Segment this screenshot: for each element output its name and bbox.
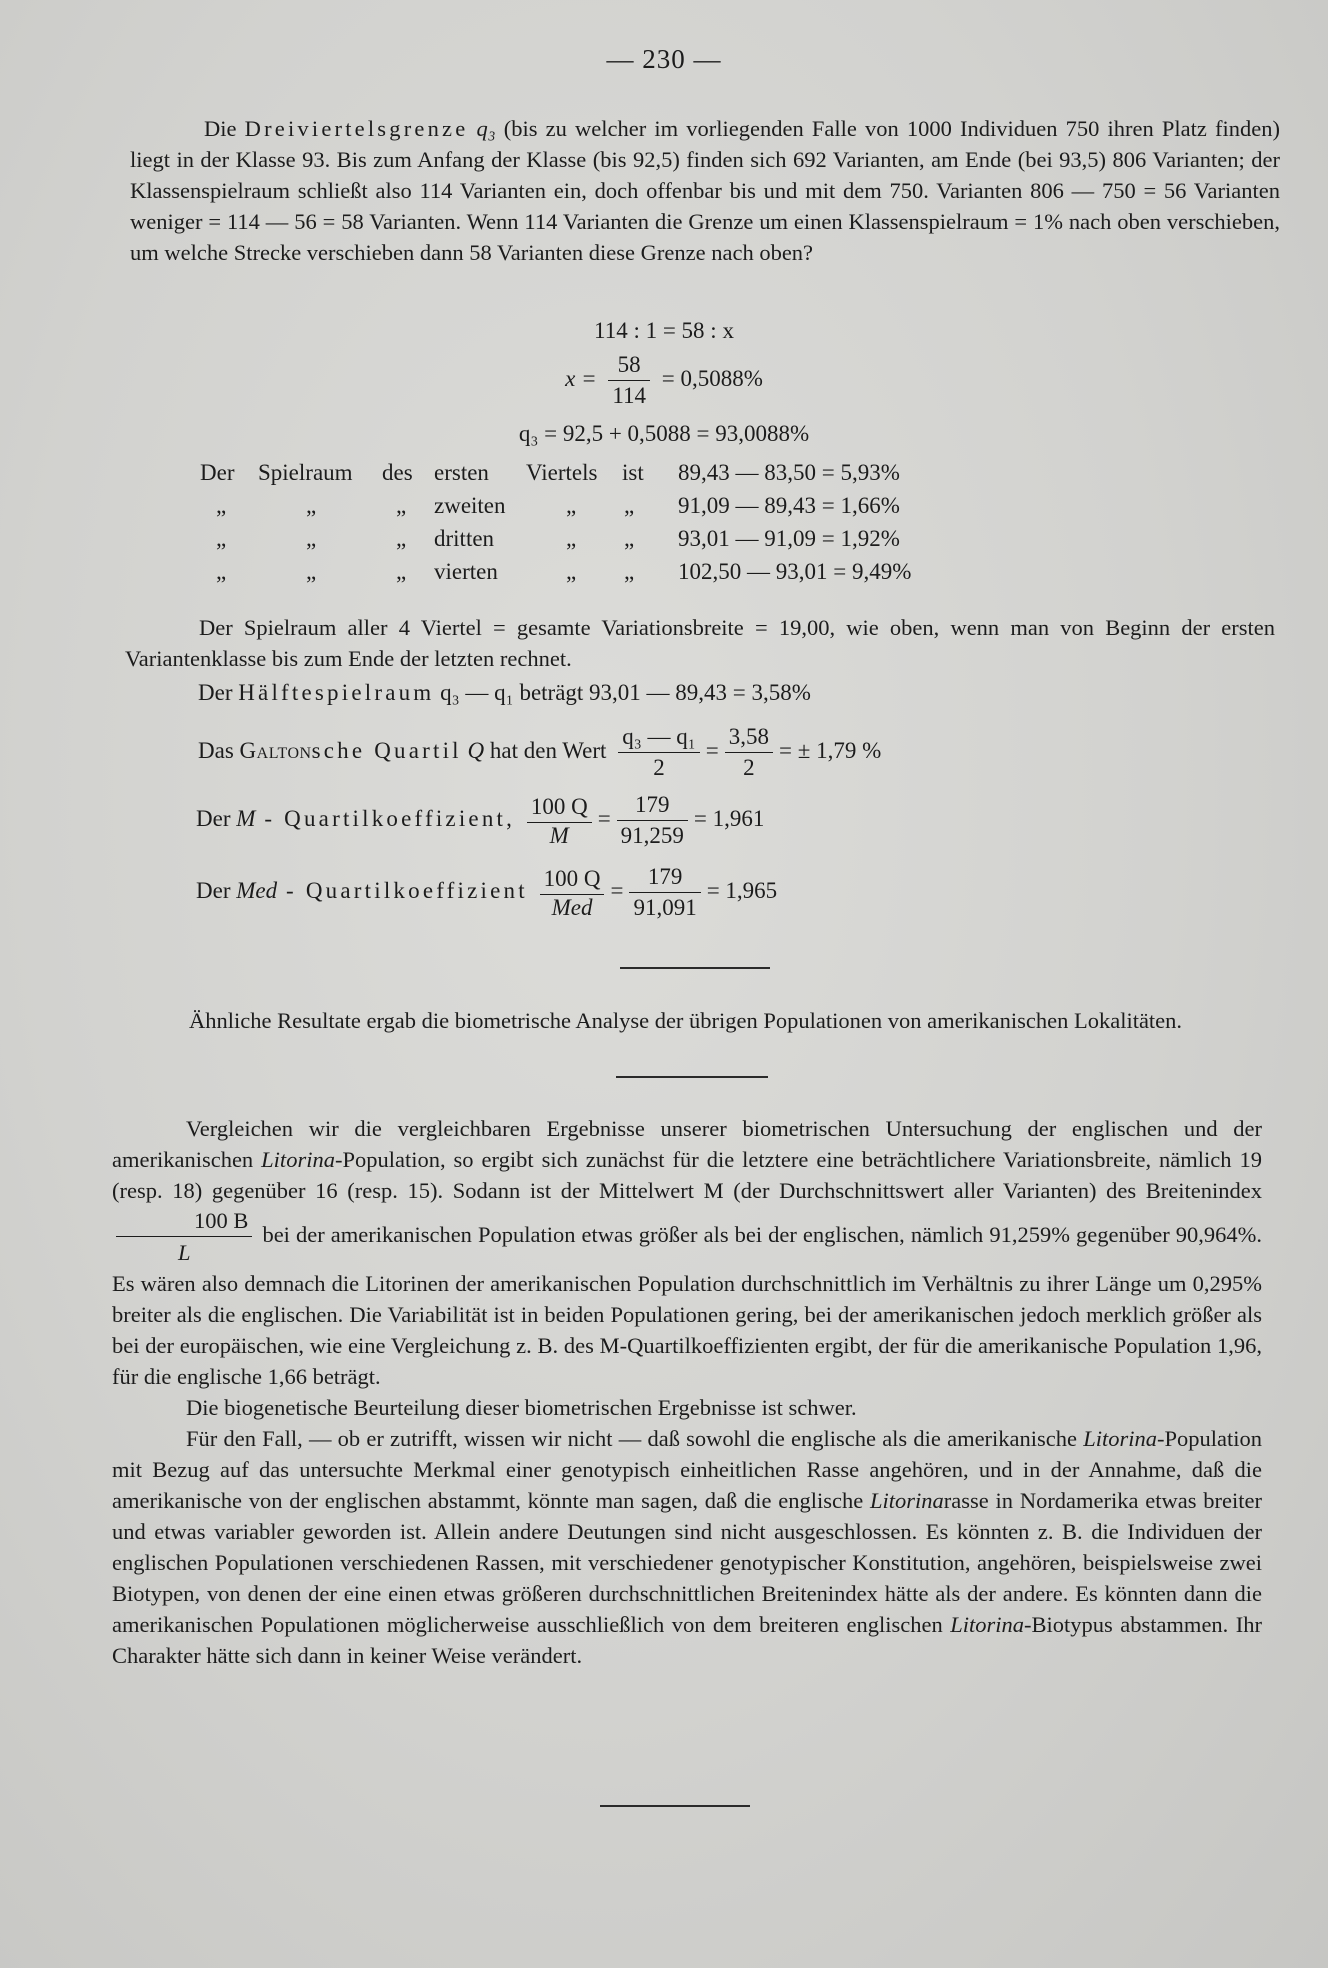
fraction: $\frac{58}{114}$ (608, 350, 650, 411)
galton-quartil-line: Das Galtonsche Quartil Q hat den Wert $\frac{\text{q₃ — q₁}}{2}$ = $\frac{3,58}{2}$ = ± 1,79 % (198, 724, 882, 780)
divider (620, 967, 770, 969)
haelftespielraum-line: Der Hälftespielraum q₃ — q₁ beträgt 93,01 — 89,43 = 3,58% (198, 680, 811, 705)
divider (600, 1805, 750, 1807)
m-quartilkoeffizient-line: Der M - Quartilkoeffizient, $\frac{100 Q}{M}$ = $\frac{179}{91,259}$ = 1,961 (196, 792, 765, 848)
equation-q3: q₃ = 92,5 + 0,5088 = 93,0088% (518, 421, 810, 446)
divider (616, 1076, 768, 1078)
paragraph-aehnliche-resultate: Ähnliche Resultate ergab die biometrische Analyse der übrigen Populationen von amerikanischen Lokalitäten. (189, 1008, 1183, 1033)
paragraph-dreiviertelsgrenze: Die Dreiviertelsgrenze q₃ (bis zu welcher im vorliegenden Falle von 1000 Individuen 750 ihren Platz finden) liegt in der Klasse 93. Bis zum Anfang der Klasse (bis 92,5) finden sich 692 Varianten, am Ende (bei 93,5) 806 Varianten; der Klassenspielraum schließt also 114 Varianten ein, doch offenbar bis und mit dem 750. Varianten 806 — 750 = 56 Varianten weniger = 114 — 56 = 58 Varianten. Wenn 114 Varianten die Grenze um einen Klassenspielraum = 1% nach oben verschieben, um welche Strecke verschieben dann 58 Varianten diese Grenze nach oben? (130, 116, 1280, 265)
page-number: — 230 — (606, 44, 722, 74)
equation-x: x = $\frac{58}{114}$ = 0,5088% (0, 350, 1328, 411)
paragraph-spielraum: Der Spielraum aller 4 Viertel = gesamte Variationsbreite = 19,00, wie oben, wenn man von Beginn der ersten Variantenklasse bis zum Ende der letzten rechnet. (125, 615, 1275, 671)
paragraph-vergleich: Vergleichen wir die vergleichbaren Ergebnisse unserer biometrischen Untersuchung der englischen und der amerikanischen Litorina-Population, so ergibt sich zunächst für die letztere eine beträchtlichere Variationsbreite, nämlich 19 (resp. 18) gegenüber 16 (resp. 15). Sodann ist der Mittelwert M (der Durchschnittswert aller Varianten) des Breitenindex $\frac{100 B}{L}$ bei der amerikanischen Population etwas größer als bei der englischen, nämlich 91,259% gegenüber 90,964%. Es wären also demnach die Litorinen der amerikanischen Population durchschnittlich im Verhältnis zu ihrer Länge um 0,295% breiter als die englischen. Die Variabilität ist in beiden Populationen gering, bei der amerikanischen jedoch merklich größer als bei der europäischen, wie eine Vergleichung z. B. des M-Quartilkoeffizienten ergibt, der für die amerikanische Population 1,96, für die englische 1,66 beträgt. Die biogenetische Beurteilung dieser biometrischen Ergebnisse ist schwer. Für den Fall, — ob er zutrifft, wissen wir nicht — daß sowohl die englische als die amerikanische Litorina-Population mit Bezug auf das untersuchte Merkmal einer genotypisch einheitlichen Rasse angehören, und in der Annahme, daß die amerikanische von der englischen abstammt, könnte man sagen, daß die englische Litorinarasse in Nordamerika etwas breiter und etwas variabler geworden ist. Allein andere Deutungen sind nicht ausgeschlossen. Es könnten z. B. die Individuen der englischen Populationen verschiedenen Rassen, mit verschiedener genotypischer Konstitution, angehören, beispielsweise zwei Biotypen, von denen der eine einen etwas größeren durchschnittlichen Breitenindex hätte als der andere. Es könnten dann die amerikanischen Populationen möglicherweise ausschließlich von dem breiteren englischen Litorina-Biotypus abstammen. Ihr Charakter hätte sich dann in keiner Weise verändert. (112, 1116, 1263, 1668)
equation-proportion: 114 : 1 = 58 : x (594, 318, 734, 343)
med-quartilkoeffizient-line: Der Med - Quartilkoeffizient $\frac{100 Q}{\text{Med}}$ = $\frac{179}{91,091}$ = 1,965 (196, 864, 778, 920)
spaced-term: Dreiviertelsgrenze (244, 116, 469, 141)
page: — 230 — Die Dreiviertelsgrenze q₃ (bis zu welcher im vorliegenden Falle von 1000 Individuen 750 ihren Platz finden) liegt in der Klasse 93. Bis zum Anfang der Klasse (bis 92,5) finden sich 692 Varianten, am Ende (bei 93,5) 806 Varianten; der Klassenspielraum schließt also 114 Varianten ein, doch offenbar bis und mit dem 750. Varianten 806 — 750 = 56 Varianten weniger = 114 — 56 = 58 Varianten. Wenn 114 Varianten die Grenze um einen Klassenspielraum = 1% nach oben verschieben, um welche Strecke verschieben dann 58 Varianten diese Grenze nach oben? 114 : 1 = 58 : x x = $\frac{58}{114}$ = 0,5088% q₃ = 92,5 + 0,5088 = 93,0088% Der Spielraum des ersten Viertels ist 89,43 — 83,50 = 5,93% „ „ „ zweiten „ „ 91,09 — 89,43 = 1,66% „ „ „ dritten „ „ 93,01 — 91,09 = 1,92% „ „ „ vierten „ „ 102,50 — 93,01 = 9,49% Der Spielraum aller 4 Viertel = gesamte Variationsbreite = 19,00, wie oben, wenn man von Beginn der ersten Variantenklasse bis zum Ende der letzten rechnet. Der Hälftespielraum q₃ — q₁ beträgt 93,01 — 89,43 = 3,58% Das Galtonsche Quartil Q hat den Wert $\frac{\text{q₃ — q₁}}{2}$ = $\frac{3,58}{2}$ = ± 1,79 % Der M - Quartilkoeffizient, $\frac{100 Q}{M}$ = $\frac{179}{91,259}$ = 1,961 Der Med - Quartilkoeffizient $\frac{100 Q}{\text{Med}}$ = $\frac{179}{91,091}$ = 1,965 Ähnliche Resultate ergab die biometrische Analyse der übrigen Populationen von amerikanischen Lokalitäten. Vergleichen wir die vergleichbaren Ergebnisse unserer biometrischen Untersuchung der englischen und der amerikanischen Litorina-Population, so ergibt sich zunächst für die letztere eine beträchtlichere Variationsbreite, nämlich 19 (resp. 18) gegenüber 16 (resp. 15). Sodann ist der Mittelwert M (der Durchschnittswert aller Varianten) des Breitenindex $\frac{100 B}{L}$ bei der amerikanischen Population etwas größer als bei der englischen, nämlich 91,259% gegenüber 90,964%. Es wären also demnach die Litorinen der amerikanischen Population durchschnittlich im Verhältnis zu ihrer Länge um 0,295% breiter als die englischen. Die Variabilität ist in beiden Populationen gering, bei der amerikanischen jedoch merklich größer als bei der europäischen, wie eine Vergleichung z. B. des M-Quartilkoeffizienten ergibt, der für die amerikanische Population 1,96, für die englische 1,66 beträgt. Die biogenetische Beurteilung dieser biometrischen Ergebnisse ist schwer. Für den Fall, — ob er zutrifft, wissen wir nicht — daß sowohl die englische als die amerikanische Litorina-Population mit Bezug auf das untersuchte Merkmal einer genotypisch einheitlichen Rasse angehören, und in der Annahme, daß die amerikanische von der englischen abstammt, könnte man sagen, daß die englische Litorinarasse in Nordamerika etwas breiter und etwas variabler geworden ist. Allein andere Deutungen sind nicht ausgeschlossen. Es könnten z. B. die Individuen der englischen Populationen verschiedenen Rassen, mit verschiedener genotypischer Konstitution, angehören, beispielsweise zwei Biotypen, von denen der eine einen etwas größeren durchschnittlichen Breitenindex hätte als der andere. Es könnten dann die amerikanischen Populationen möglicherweise ausschließlich von dem breiteren englischen Litorina-Biotypus abstammen. Ihr Charakter hätte sich dann in keiner Weise verändert. (0, 0, 1328, 1968)
